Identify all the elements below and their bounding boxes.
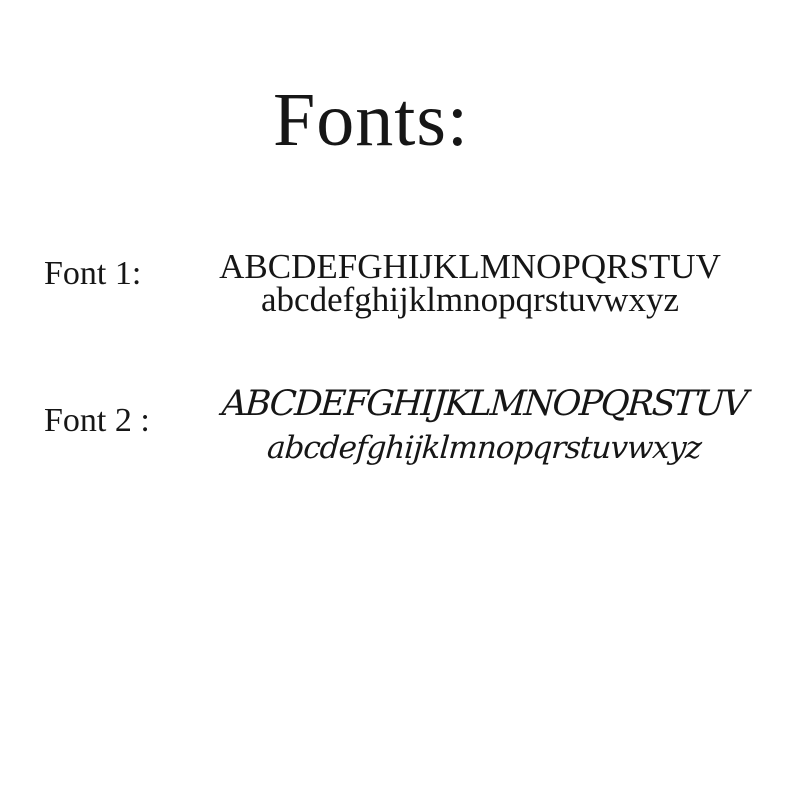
font-2-sample — [220, 382, 748, 470]
font-1-sample — [198, 247, 742, 319]
page-title: Fonts: — [272, 77, 470, 162]
font-2-uppercase-alphabet: ABCDEFGHIJKLMNOPQRSTUV — [220, 384, 748, 424]
font-2-label: Font 2 : — [44, 402, 150, 439]
font-2-lowercase-alphabet: abcdefghijklmnopqrstuvwxyz — [265, 430, 703, 466]
font-1-label: Font 1: — [44, 255, 142, 292]
font-1-uppercase-alphabet: ABCDEFGHIJKLMNOPQRSTUV — [219, 247, 721, 286]
font-1-lowercase-alphabet: abcdefghijklmnopqrstuvwxyz — [261, 280, 679, 319]
